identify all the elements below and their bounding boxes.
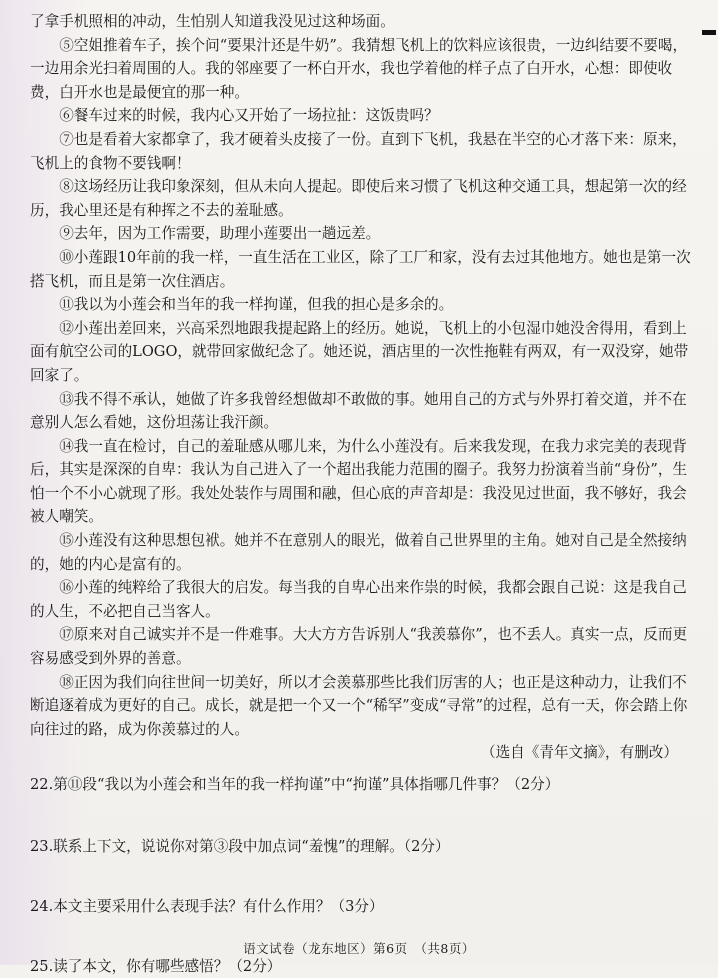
paragraph-5: ⑤空姐推着车子，挨个问“要果汁还是牛奶”。我猜想飞机上的饮料应该很贵，一边纠结要不要喝，一边用余光扫着周围的人。我的邻座要了一杯白开水，我也学着他的样子点了白开水，心想：即使收费，白开水也是最便宜的那一种。 [30,36,688,101]
question-23: 23.联系上下文，说说你对第③段中加点词“羞愧”的理解。（2分） [30,838,450,856]
reading-passage [30,10,696,764]
paragraph-15: ⑮小莲没有这种思想包袱。她并不在意别人的眼光，做着自己世界里的主角。她对自己是全然接纳的，她的内心是富有的。 [30,532,687,573]
question-24: 24.本文主要采用什么表现手法？有什么作用？（3分） [30,898,384,916]
paragraph-14: ⑭我一直在检讨，自己的羞耻感从哪儿来，为什么小莲没有。后来我发现，在我力求完美的表现背后，其实是深深的自卑：我认为自己进入了一个超出我能力范围的圈子。我努力扮演着当前“身份”，生怕一个不小心就现了形。我处处装作与周围和融，但心底的声音却是：我没见过世面，我不够好，我会被人嘲笑。 [30,437,688,526]
page-edge-mark [702,30,716,35]
paragraph-9: ⑨去年，因为工作需要，助理小莲要出一趟远差。 [59,225,381,243]
page-footer: 语文试卷（龙东地区）第6页 （共8页） [243,941,475,956]
paragraph-4-continuation: 了拿手机照相的冲动，生怕别人知道我没见过这种场面。 [30,13,395,30]
paragraph-17: ⑰原来对自己诚实并不是一件难事。大大方方告诉别人“我羡慕你”，也不丢人。真实一点，反而更容易感受到外界的善意。 [30,626,688,668]
paragraph-8: ⑧这场经历让我印象深刻，但从未向人提起。即使后来习惯了飞机这种交通工具，想起第一次的经历，我心里还是有种挥之不去的羞耻感。 [30,178,687,219]
paragraph-18: ⑱正因为我们向往世间一切美好，所以才会羡慕那些比我们厉害的人；也正是这种动力，让我们不断追逐着成为更好的自己。成长，就是把一个又一个“稀罕”变成“寻常”的过程，总有一天，你会踏上你向往过的路，成为你羡慕过的人。 [30,673,688,738]
paragraph-16: ⑯小莲的纯粹给了我很大的启发。每当我的自卑心出来作祟的时候，我都会跟自己说：这是我自己的人生，不必把自己当客人。 [30,579,687,620]
paragraph-6: ⑥餐车过来的时候，我内心又开始了一场拉扯：这饭贵吗？ [59,107,439,125]
question-22: 22.第⑪段“我以为小莲会和当年的我一样拘谨”中“拘谨”具体指哪几件事？（2分） [30,776,560,794]
paragraph-13: ⑬我不得不承认，她做了许多我曾经想做却不敢做的事。她用自己的方式与外界打着交道，并不在意别人怎么看她，这份坦荡让我汗颜。 [30,390,687,432]
paragraph-7: ⑦也是看着大家都拿了，我才硬着头皮接了一份。直到下飞机，我悬在半空的心才落下来：原来，飞机上的食物不要钱啊！ [30,130,687,172]
passage-source: （选自《青年文摘》，有删改） [480,744,678,762]
paragraph-10: ⑩小莲跟10年前的我一样，一直生活在工业区，除了工厂和家，没有去过其他地方。她也是第一次搭飞机，而且是第一次住酒店。 [30,248,691,290]
paragraph-11: ⑪我以为小莲会和当年的我一样拘谨，但我的担心是多余的。 [59,296,454,314]
question-25: 25.读了本文，你有哪些感悟？（2分） [30,958,282,976]
paragraph-12: ⑫小莲出差回来，兴高采烈地跟我提起路上的经历。她说，飞机上的小包湿巾她没舍得用，看到上面有航空公司的LOGO，就带回家做纪念了。她还说，酒店里的一次性拖鞋有两双，有一双没穿，她带回家了。 [30,319,689,384]
